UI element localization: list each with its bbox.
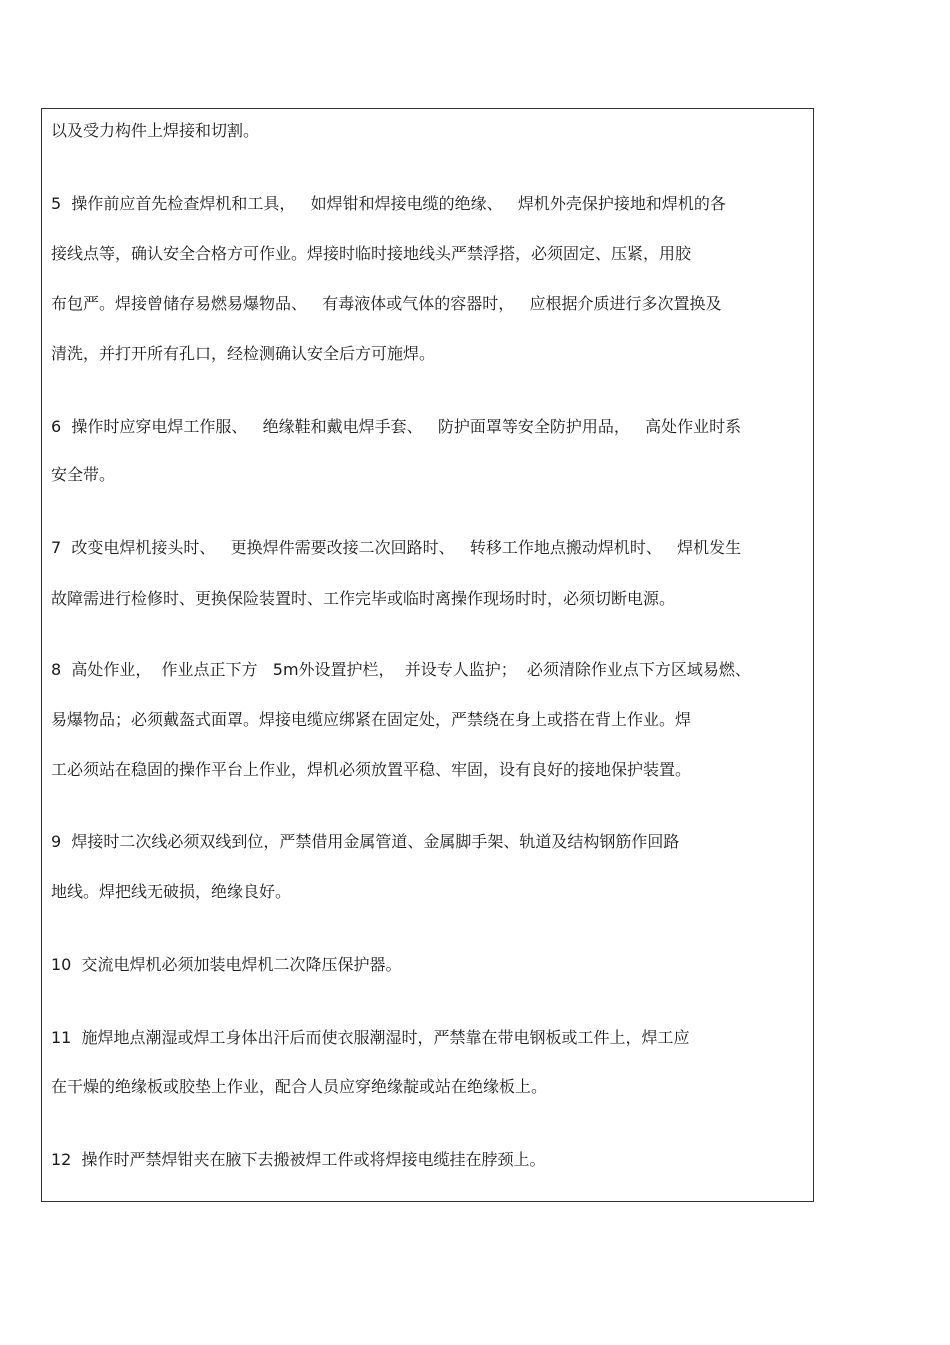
text-line: 8 高处作业， 作业点正下方 5m外设置护栏， 并设专人监护； 必须清除作业点下方区域易燃、 [51,660,751,679]
text-line: 12 操作时严禁焊钳夹在腋下去搬被焊工件或将焊接电缆挂在脖颈上。 [51,1150,546,1169]
text-line: 清洗，并打开所有孔口，经检测确认安全后方可施焊。 [51,344,436,363]
text-line: 地线。焊把线无破损，绝缘良好。 [51,882,292,901]
text-line: 以及受力构件上焊接和切割。 [51,121,260,140]
text-line: 7 改变电焊机接头时、 更换焊件需要改接二次回路时、 转移工作地点搬动焊机时、 焊机发生 [51,538,742,557]
text-line: 布包严。焊接曾储存易燃易爆物品、 有毒液体或气体的容器时， 应根据介质进行多次置换及 [51,294,722,313]
text-line: 安全带。 [51,465,116,484]
text-line: 5 操作前应首先检查焊机和工具， 如焊钳和焊接电缆的绝缘、 焊机外壳保护接地和焊机的各 [51,194,726,213]
text-line: 在干燥的绝缘板或胶垫上作业，配合人员应穿绝缘靛或站在绝缘板上。 [51,1077,548,1096]
text-line: 10 交流电焊机必须加装电焊机二次降压保护器。 [51,955,402,974]
text-line: 故障需进行检修时、更换保险装置时、工作完毕或临时离操作现场时时，必须切断电源。 [51,589,676,608]
text-line: 9 焊接时二次线必须双线到位，严禁借用金属管道、金属脚手架、轨道及结构钢筋作回路 [51,832,680,851]
text-line: 11 施焊地点潮湿或焊工身体出汗后而使衣服潮湿时，严禁靠在带电钢板或工件上，焊工应 [51,1028,690,1047]
text-line: 6 操作时应穿电焊工作服、 绝缘鞋和戴电焊手套、 防护面罩等安全防护用品， 高处作业时系 [51,417,742,436]
text-line: 易爆物品；必须戴盔式面罩。焊接电缆应绑紧在固定处，严禁绕在身上或搭在背上作业。焊 [51,710,692,729]
text-line: 接线点等，确认安全合格方可作业。焊接时临时接地线头严禁浮搭，必须固定、压紧，用胶 [51,244,692,263]
text-line: 工必须站在稳固的操作平台上作业，焊机必须放置平稳、牢固，设有良好的接地保护装置。 [51,760,692,779]
